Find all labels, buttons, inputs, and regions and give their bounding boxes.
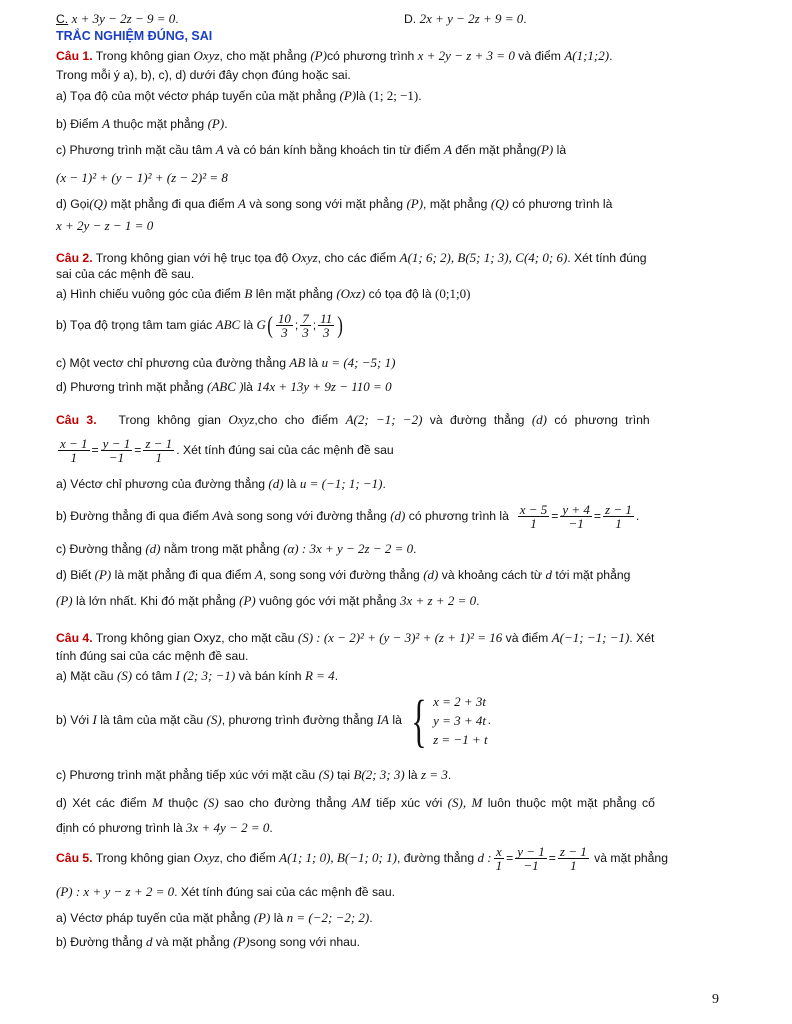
q5-oxyz: Oxyz [193, 850, 220, 865]
q1-plane-eq: x + 2y − z + 3 = 0 [417, 48, 515, 63]
q2-b-is: là [243, 318, 254, 332]
q4-intro-text-c: . Xét [629, 631, 655, 645]
q1-a-plane: (P) [339, 88, 357, 103]
q4-point-a: A(−1; −1; −1) [551, 630, 630, 645]
q3-a-line: (d) [268, 476, 284, 491]
q1-d-equation: x + 2y − z − 1 = 0 [56, 218, 154, 233]
q3-intro-text-b: ,cho cho điểm [254, 413, 339, 427]
q1-oxyz: Oxyz [193, 48, 220, 63]
q3-c-equation: (α) : 3x + y − 2z − 2 = 0 [283, 541, 414, 556]
q4-c-is: là [408, 768, 418, 782]
q3-a-text: a) Véctơ chỉ phương của đường thẳng [56, 477, 266, 491]
q1-point-a: A(1;1;2) [564, 48, 610, 63]
q2-b-triangle: ABC [215, 317, 241, 332]
q2-b-n3: 11 [320, 311, 333, 327]
q3-f2d: −1 [108, 450, 125, 466]
q3-f3n: z − 1 [145, 436, 173, 452]
q3-b1d: 1 [530, 516, 537, 532]
q2-b-paren-open: ( [267, 312, 273, 339]
q2-a-text: a) Hình chiếu vuông góc của điểm [56, 287, 241, 301]
q3-intro [56, 412, 650, 428]
q5-intro-text-d: và mặt phẳng [594, 851, 668, 865]
q2-b-text: b) Tọa độ trọng tâm tam giác [56, 318, 213, 332]
q3-label: Câu 3. [56, 413, 97, 427]
q5-intro: Câu 5. Trong không gian Oxyz, cho điểm A(1; 1; 0), B(−1; 0; 1), đường thẳng d : $\frac{x}{1}$ = $\frac{y - 1}{-1}$ = $\frac{z - 1}{1}$ và mặt phẳng [56, 844, 668, 874]
q3-b-mid-2: có phương trình là [408, 509, 509, 523]
q4-sphere-equation: (S) : (x − 2)² + (y − 3)² + (z + 1)² = 16 [297, 630, 503, 645]
q5-f2n: y − 1 [517, 844, 545, 860]
q4-c-point: B(2; 3; 3) [353, 767, 405, 782]
q1-intro-text: Trong không gian [95, 49, 191, 63]
q2-a-plane: (Oxz) [336, 286, 366, 301]
q3-d-point: A [254, 567, 263, 582]
q2-intro-text: Trong không gian với hệ trục tọa độ [95, 251, 289, 265]
q3-d2-plane-2: (P) [239, 593, 256, 608]
q1-d-equation-line [56, 218, 153, 234]
q2-b-n1: 10 [277, 311, 291, 327]
q3-intro-text-e: . Xét tính đúng sai của các mệnh đề sau [176, 443, 394, 457]
q4-item-b: b) Với I là tâm của mặt cầu (S), phương trình đường thẳng IA là { x = 2 + 3t y = 3 + 4t z = −1 + t . [56, 687, 491, 753]
q5-frac-z [558, 845, 589, 872]
option-d-equation: 2x + y − 2z + 9 = 0 [419, 11, 524, 26]
q1-a-vector: (1; 2; −1) [369, 88, 419, 103]
option-d: D. 2x + y − 2z + 9 = 0. [404, 11, 527, 26]
q3-frac-z [143, 437, 174, 464]
q2-b-frac-3 [318, 312, 334, 339]
q2-b-d3: 3 [322, 325, 330, 341]
q1-c-text: c) Phương trình mặt cầu tâm [56, 143, 213, 157]
q1-intro-text-b: , cho mặt phẳng [219, 49, 307, 63]
q1-plane-p: (P) [310, 48, 327, 63]
q2-d-equation: 14x + 13y + 9z − 110 = 0 [256, 379, 392, 394]
q1-d-point: A [238, 196, 246, 211]
q4-d-mid-2: sao cho đường thẳng [224, 796, 347, 810]
page-number: 9 [712, 992, 719, 1007]
q3-d-plane: (P) [94, 567, 112, 582]
q3-point-a: A(2; −1; −2) [345, 412, 423, 427]
q3-d-mid-4: tới mặt phẳng [555, 568, 631, 582]
q1-d-plane-q: (Q) [89, 196, 108, 211]
section-title: TRẮC NGHIỆM ĐÚNG, SAI [56, 29, 213, 43]
q4-label: Câu 4. [56, 631, 93, 645]
q2-item-c [56, 355, 395, 371]
q5-f3n: z − 1 [559, 844, 587, 860]
q5-b-text: b) Đường thẳng [56, 935, 143, 949]
q5-a-vector: n = (−2; −2; 2) [286, 910, 370, 925]
q5-a-plane: (P) [253, 910, 271, 925]
q5-f3d: 1 [570, 858, 577, 874]
q1-c-plane: (P) [536, 142, 554, 157]
q3-b-point: A [212, 508, 221, 523]
q1-c-equation-line [56, 170, 228, 186]
q1-c-point: A [215, 142, 224, 157]
q3-d2-mid: là lớn nhất. Khi đó mặt phẳng [76, 594, 236, 608]
q5-f2d: −1 [523, 858, 539, 874]
q5-frac-y [515, 845, 547, 872]
q5-frac-x [494, 845, 505, 872]
q4-c-equation: z = 3 [420, 767, 448, 782]
q1-c-is: là [556, 143, 567, 157]
q5-intro-text: Trong không gian [95, 851, 191, 865]
q3-c-line: (d) [145, 541, 161, 556]
q5-plane-equation: (P) : x + y − z + 2 = 0 [56, 884, 175, 899]
q4-b-s1: x = 2 + 3t [433, 694, 487, 710]
q2-label: Câu 2. [56, 251, 93, 265]
q4-c-sphere: (S) [318, 767, 334, 782]
q4-a-radius: R = 4 [304, 668, 335, 683]
q3-b-mid: và song song với đường thẳng [220, 509, 387, 523]
q2-d-text: d) Phương trình mặt phẳng [56, 380, 204, 394]
q4-d-mid-4: luôn thuộc một mặt phẳng cố [487, 796, 655, 810]
q3-d-line: (d) [423, 567, 439, 582]
q5-item-a: a) Véctơ pháp tuyến của mặt phẳng (P) là n = (−2; −2; 2). [56, 910, 373, 925]
q3-d2-equation: 3x + z + 2 = 0 [399, 593, 477, 608]
q3-b-frac-y [560, 503, 592, 530]
q2-point-c: C(4; 0; 6) [515, 250, 568, 265]
q4-b-sphere: (S) [206, 712, 222, 727]
q3-c-mid: nằm trong mặt phẳng [163, 542, 280, 556]
q5-plane-line [56, 884, 395, 900]
q1-b-point: A [102, 116, 111, 131]
q3-item-a: a) Véctơ chỉ phương của đường thẳng (d) là u = (−1; 1; −1). [56, 476, 386, 491]
q3-d-mid-2: , song song với đường thẳng [262, 568, 420, 582]
q5-item-b [56, 934, 360, 950]
q3-b-frac-z [603, 503, 634, 530]
q1-intro-text-c: có phương trình [326, 49, 415, 63]
q1-intro-text-d: và điểm [518, 49, 561, 63]
q4-item-d [56, 795, 655, 811]
q2-d-plane: (ABC ) [206, 379, 244, 394]
q2-b-n2: 7 [302, 311, 309, 327]
q1-item-a: a) Tọa độ của một véctơ pháp tuyến của mặt phẳng (P)là (1; 2; −1). [56, 88, 422, 103]
q4-intro-text: Trong không gian Oxyz, cho mặt cầu [95, 631, 295, 645]
q1-item-b: b) Điểm A thuộc mặt phẳng (P). [56, 116, 228, 131]
q1-intro: Câu 1. Trong không gian Oxyz, cho mặt phẳng (P)có phương trình x + 2y − z + 3 = 0 và điểm A(1;1;2). [56, 48, 613, 63]
q2-a-mid-2: có tọa độ là [368, 287, 432, 301]
q4-b-mid: là tâm của mặt cầu [100, 713, 204, 727]
q2-a-coords: (0;1;0) [435, 286, 471, 301]
q3-f3d: 1 [155, 450, 163, 466]
q3-d-line-2: d [545, 567, 552, 582]
q1-c-point-2: A [443, 142, 452, 157]
q4-d2-text: định có phương trình là [56, 821, 183, 835]
q4-b-line-ia: IA [376, 712, 389, 727]
q5-intro-text-c: , đường thẳng [396, 851, 475, 865]
q4-b-is: là [392, 713, 402, 727]
q3-d2-plane: (P) [56, 593, 73, 608]
q2-intro-text-b: , cho các điểm [317, 251, 397, 265]
q4-b-brace: { [411, 687, 427, 753]
q3-b1n: x − 5 [519, 502, 548, 518]
q1-d-plane-p: (P) [406, 196, 424, 211]
q5-points: A(1; 1; 0), B(−1; 0; 1) [279, 850, 397, 865]
q1-d-mid-4: có phương trình là [512, 197, 613, 211]
q5-b-plane: (P) [233, 934, 250, 949]
q1-b-mid: thuộc mặt phẳng [113, 117, 205, 131]
q4-d-sphere: (S) [203, 795, 219, 810]
q2-a-mid: lên mặt phẳng [255, 287, 333, 301]
q3-b2d: −1 [568, 516, 584, 532]
q1-b-plane: (P) [207, 116, 225, 131]
q3-f2n: y − 1 [102, 436, 131, 452]
q3-a-is: là [286, 477, 297, 491]
q5-a-text: a) Véctơ pháp tuyến của mặt phẳng [56, 911, 251, 925]
q3-intro-text-d: có phương trình [554, 413, 650, 427]
q1-b-text: b) Điểm [56, 117, 99, 131]
q4-b-center: I [92, 712, 97, 727]
q3-d-mid: là mặt phẳng đi qua điểm [114, 568, 252, 582]
q3-item-c: c) Đường thẳng (d) nằm trong mặt phẳng (α) : 3x + y − 2z − 2 = 0. [56, 541, 417, 556]
q4-a-mid-2: và bán kính [238, 669, 302, 683]
q2-c-line: AB [289, 355, 306, 370]
q4-intro [56, 630, 654, 646]
option-c-label: C. [56, 12, 69, 26]
q3-d2-mid-2: vuông góc với mặt phẳng [259, 594, 397, 608]
q4-b-s2: y = 3 + 4t [433, 713, 487, 729]
q2-intro-2: sai của các mệnh đề sau. [56, 267, 195, 281]
q3-line-equation: $\frac{x - 1}{1}$ = $\frac{y - 1}{-1}$ = $\frac{z - 1}{1}$ . Xét tính đúng sai của các mệnh đề sau [60, 436, 394, 466]
q2-b-frac-1 [276, 312, 293, 339]
q5-f1n: x [494, 845, 505, 859]
q3-item-d-2: (P) là lớn nhất. Khi đó mặt phẳng (P) vuông góc với mặt phẳng 3x + z + 2 = 0. [56, 593, 480, 608]
q5-line-d: d : [477, 850, 492, 865]
q2-b-frac-2 [300, 312, 311, 339]
q1-d-mid-2: và song song với mặt phẳng [249, 197, 404, 211]
q3-c-text: c) Đường thẳng [56, 542, 142, 556]
q4-a-center: I (2; 3; −1) [175, 668, 236, 683]
q4-a-text: a) Mặt cầu [56, 669, 114, 683]
q3-item-d [56, 567, 630, 583]
q4-item-c: c) Phương trình mặt phẳng tiếp xúc với mặt cầu (S) tại B(2; 3; 3) là z = 3. [56, 767, 452, 782]
q1-d-mid-3: , mặt phẳng [423, 197, 488, 211]
q4-d2-equation: 3x + 4y − 2 = 0 [186, 820, 270, 835]
q5-b-mid-2: song song với nhau. [249, 935, 361, 949]
q1-a-is: là [356, 89, 366, 103]
q1-d-text: d) Gọi [56, 197, 90, 211]
q2-item-d [56, 379, 392, 395]
q3-intro-text-c: và đường thẳng [429, 413, 525, 427]
q3-b3d: 1 [615, 516, 622, 532]
option-c: C. x + 3y − 2z − 9 = 0. [56, 11, 179, 26]
q4-item-a: a) Mặt cầu (S) có tâm I (2; 3; −1) và bán kính R = 4. [56, 668, 339, 683]
q2-c-is: là [308, 356, 319, 370]
q4-b-text: b) Với [56, 713, 90, 727]
q1-a-text: a) Tọa độ của một véctơ pháp tuyến của mặt phẳng [56, 89, 337, 103]
q2-item-a [56, 286, 470, 302]
q1-d-mid: mặt phẳng đi qua điểm [110, 197, 235, 211]
q3-b-frac-x [518, 503, 550, 530]
q3-b3n: z − 1 [605, 502, 632, 518]
q4-d-mid: thuộc [168, 796, 199, 810]
q3-b-line: (d) [390, 508, 406, 523]
q3-intro-text: Trong không gian [118, 413, 221, 427]
q3-f1n: x − 1 [60, 436, 88, 452]
option-d-label: D. [404, 12, 417, 26]
q2-intro-text-c: . Xét tính đúng [567, 251, 647, 265]
q2-b-centroid: G [256, 317, 266, 332]
q4-item-d-2: định có phương trình là 3x + 4y − 2 = 0. [56, 820, 273, 835]
q3-f1d: 1 [70, 450, 78, 466]
q1-label: Câu 1. [56, 49, 93, 63]
q4-c-text: c) Phương trình mặt phẳng tiếp xúc với mặt cầu [56, 768, 316, 782]
q3-a-vector: u = (−1; 1; −1) [299, 476, 383, 491]
q4-b-system [433, 692, 488, 749]
q4-a-sphere: (S) [116, 668, 133, 683]
q1-instruction: Trong mỗi ý a), b), c), d) dưới đây chọn đúng hoặc sai. [56, 68, 351, 82]
q2-b-d2: 3 [302, 325, 309, 341]
q3-d-mid-3: và khoảng cách từ [441, 568, 543, 582]
q2-d-is: là [243, 380, 253, 394]
q3-item-b: b) Đường thẳng đi qua điểm Avà song song với đường thẳng (d) có phương trình là $\frac{x - 5}{1}$ = $\frac{y + 4}{-1}$ = $\frac{z - 1}{1}$ . [56, 502, 640, 532]
q5-intro-text-b: , cho điểm [219, 851, 276, 865]
q1-d-plane-q-2: (Q) [490, 196, 509, 211]
q2-c-vector: u = (4; −5; 1) [321, 355, 396, 370]
q4-intro-text-b: và điểm [505, 631, 549, 645]
q1-c-mid: và có bán kính bằng khoách tin từ điểm [227, 143, 441, 157]
q5-label: Câu 5. [56, 851, 93, 865]
q2-oxyz: Oxyz [291, 250, 318, 265]
q2-b-paren-close: ) [337, 312, 344, 339]
q4-b-mid-2: , phương trình đường thẳng [221, 713, 374, 727]
q4-d-line-am: AM [351, 795, 371, 810]
q1-item-d [56, 196, 612, 212]
q4-a-mid: có tâm [135, 669, 173, 683]
option-c-equation: x + 3y − 2z − 9 = 0 [71, 11, 176, 26]
q5-b-line: d [146, 934, 153, 949]
q4-intro-2: tính đúng sai của các mệnh đề sau. [56, 649, 249, 663]
q4-d-sphere-2: (S), [447, 795, 467, 810]
q2-points: A(1; 6; 2), B(5; 1; 3), [399, 250, 512, 265]
q5-f1d: 1 [495, 858, 503, 874]
q3-d-text: d) Biết [56, 568, 92, 582]
q4-d-point-2: M [471, 795, 483, 810]
q5-intro-text-e: . Xét tính đúng sai của các mệnh đề sau. [174, 885, 395, 899]
q4-d-point: M [152, 795, 163, 810]
q3-oxyz: Oxyz [228, 412, 255, 427]
q3-b-text: b) Đường thẳng đi qua điểm [56, 509, 210, 523]
q3-line-d: (d) [531, 412, 547, 427]
q1-c-mid-2: đến mặt phẳng [455, 143, 537, 157]
q4-b-s3: z = −1 + t [433, 732, 488, 748]
q2-intro [56, 250, 647, 266]
q5-b-mid: và mặt phẳng [155, 935, 230, 949]
q4-c-mid: tại [337, 768, 351, 782]
q3-frac-x [58, 437, 90, 464]
q1-c-equation: (x − 1)² + (y − 1)² + (z − 2)² = 8 [56, 170, 228, 185]
q2-b-d1: 3 [281, 325, 288, 341]
q1-item-c [56, 142, 566, 158]
q3-b2n: y + 4 [562, 502, 590, 518]
q3-frac-y [101, 437, 133, 464]
q2-item-b: b) Tọa độ trọng tâm tam giác ABC là G( $\frac{10}{3}$ ; $\frac{7}{3}$ ; $\frac{11}{3}$ ) [56, 311, 344, 341]
q5-a-is: là [273, 911, 284, 925]
q2-c-text: c) Một vectơ chỉ phương của đường thẳng [56, 356, 286, 370]
q4-d-text: d) Xét các điểm [56, 796, 147, 810]
q2-a-point: B [244, 286, 253, 301]
q4-d-mid-3: tiếp xúc với [376, 796, 443, 810]
